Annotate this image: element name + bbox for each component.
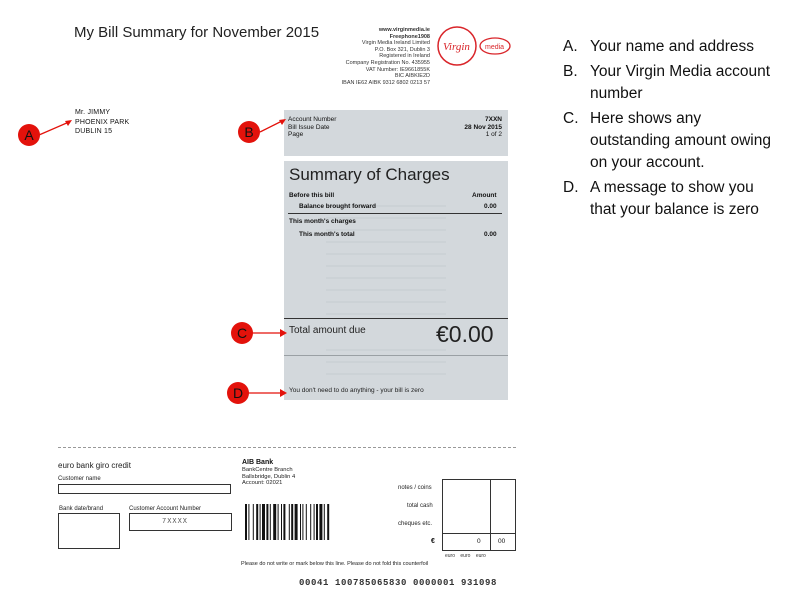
summary-title: Summary of Charges xyxy=(289,165,450,184)
badge-c: C xyxy=(231,322,253,344)
customer-name-field[interactable] xyxy=(58,484,231,494)
barcode-bar xyxy=(245,504,247,540)
bank-date-label: Bank date/brand xyxy=(59,506,104,512)
barcode-bar xyxy=(291,504,293,540)
legend-text: Here shows any outstanding amount owing on your account. xyxy=(590,110,771,171)
perforation-line xyxy=(58,447,516,448)
barcode-bar xyxy=(319,504,322,540)
legend-item-c xyxy=(563,108,783,174)
account-number-value: 7XXN xyxy=(485,116,502,123)
barcode-bar xyxy=(327,504,329,540)
company-line: Virgin Media Ireland Limited xyxy=(361,40,430,47)
company-line: BIC AIBKIE2D xyxy=(394,73,430,80)
bill-issue-date-label: Bill Issue Date xyxy=(288,123,330,131)
barcode-bar xyxy=(324,504,325,540)
total-amount-value: €0.00 xyxy=(436,321,494,347)
total-divider-bottom xyxy=(284,355,508,356)
barcode-bar xyxy=(253,504,254,540)
logo-brand-text: Virgin xyxy=(443,41,470,53)
legend-letter: D. xyxy=(563,179,579,196)
legend-text: Your name and address xyxy=(590,38,755,55)
badge-b: B xyxy=(238,121,260,143)
badge-d: D xyxy=(227,382,249,404)
barcode-bar xyxy=(300,504,301,540)
month-total-label: This month's total xyxy=(299,231,355,238)
month-total-value: 0.00 xyxy=(484,231,497,238)
balance-forward-value: 0.00 xyxy=(484,203,497,210)
barcode-bar xyxy=(266,504,268,540)
barcode-bar xyxy=(278,504,279,540)
panel-texture xyxy=(326,200,446,395)
arrow-c-icon xyxy=(252,327,288,339)
logo-sub-text: media xyxy=(485,44,505,51)
company-line: Freephone1908 xyxy=(389,33,430,40)
customer-name: Mr. JIMMY xyxy=(75,109,111,116)
legend-item-b xyxy=(563,61,783,105)
account-panel xyxy=(284,110,508,156)
barcode-bar xyxy=(260,504,261,540)
customer-account-label: Customer Account Number xyxy=(129,506,202,512)
virgin-media-logo xyxy=(433,24,511,68)
company-line: VAT Number: IE9661855K xyxy=(365,66,430,73)
page-label: Page xyxy=(288,131,304,138)
barcode-bar xyxy=(310,504,311,540)
customer-account-value: 7XXXX xyxy=(162,518,189,526)
account-number-label: Account Number xyxy=(288,116,337,123)
bank-address-line: Account: 02021 xyxy=(242,480,283,486)
euro-symbol: € xyxy=(431,538,435,545)
page-row xyxy=(288,131,508,139)
bank-date-field[interactable] xyxy=(58,513,120,549)
barcode-bar xyxy=(316,504,318,540)
legend-item-a xyxy=(563,36,783,58)
company-line: P.O. Box 321, Dublin 3 xyxy=(374,46,430,53)
account-number-row xyxy=(288,116,508,124)
micr-code: 00041 100785065830 0000001 931098 xyxy=(299,578,498,588)
customer-address-line1: PHOENIX PARK xyxy=(75,118,130,126)
bank-address-line: BankCentre Branch xyxy=(242,467,293,473)
barcode-bar xyxy=(302,504,303,540)
company-line: Company Registration No. 435955 xyxy=(345,59,430,66)
barcode-bar xyxy=(270,504,271,540)
customer-name-label: Customer name xyxy=(58,476,101,482)
bill-title: My Bill Summary for November 2015 xyxy=(74,24,320,41)
customer-address xyxy=(75,108,129,137)
amount-footer-label: euro xyxy=(460,553,471,559)
amount-grid[interactable] xyxy=(442,479,516,551)
legend-letter: A. xyxy=(563,38,578,55)
notes-coins-label: notes / coins xyxy=(398,485,432,491)
legend-letter: C. xyxy=(563,110,579,127)
giro-title: euro bank giro credit xyxy=(58,461,131,470)
barcode-bar xyxy=(306,504,307,540)
amount-footer xyxy=(445,553,486,559)
barcode-bar xyxy=(283,504,285,540)
balance-forward-label: Balance brought forward xyxy=(299,203,376,210)
legend-item-d xyxy=(563,177,783,221)
amount-footer-label: euro xyxy=(445,553,456,559)
company-line: IBAN IE62 AIBK 9312 6802 0213 57 xyxy=(341,79,430,86)
total-divider xyxy=(284,318,508,319)
arrow-a-icon xyxy=(38,118,74,138)
company-details xyxy=(312,27,430,86)
cheques-label: cheques etc. xyxy=(398,521,433,527)
amount-euro-value: 0 xyxy=(477,538,481,545)
barcode xyxy=(245,504,363,540)
badge-a: A xyxy=(18,124,40,146)
bill-issue-date-value: 28 Nov 2015 xyxy=(464,123,502,131)
company-line: www.virginmedia.ie xyxy=(378,27,430,33)
barcode-bar xyxy=(289,504,290,540)
customer-account-field xyxy=(129,513,232,531)
bill-issue-date-row xyxy=(288,124,508,132)
customer-address-line2: DUBLIN 15 xyxy=(75,128,113,135)
amount-footer-label: euro xyxy=(475,553,486,559)
month-charges-label: This month's charges xyxy=(289,218,356,225)
bank-address-line: Ballsbridge, Dublin 4 xyxy=(242,473,296,480)
barcode-bar xyxy=(262,504,265,540)
zero-balance-message: You don't need to do anything - your bill is zero xyxy=(289,387,424,394)
amount-cents-value: 00 xyxy=(498,538,506,545)
divider-1 xyxy=(288,213,502,214)
legend-text: Your Virgin Media account number xyxy=(590,63,771,102)
legend-letter: B. xyxy=(563,63,578,80)
barcode-bar xyxy=(273,504,276,540)
legend-list xyxy=(563,36,783,224)
bank-address xyxy=(242,467,295,487)
page-value: 1 of 2 xyxy=(485,131,502,138)
arrow-b-icon xyxy=(259,117,287,137)
giro-instruction: Please do not write or mark below this line. Please do not fold this counterfoil xyxy=(241,561,429,567)
bank-name: AIB Bank xyxy=(242,459,274,466)
amount-header: Amount xyxy=(472,192,497,199)
barcode-bar xyxy=(314,504,315,540)
barcode-bar xyxy=(281,504,282,540)
barcode-bar xyxy=(256,504,258,540)
legend-text: A message to show you that your balance is zero xyxy=(590,179,759,218)
arrow-d-icon xyxy=(248,387,288,399)
total-amount-label: Total amount due xyxy=(289,325,366,336)
company-line: Registered in Ireland xyxy=(379,53,430,60)
barcode-bar xyxy=(295,504,298,540)
barcode-bar xyxy=(248,504,249,540)
total-cash-label: total cash xyxy=(407,503,433,509)
before-bill-label: Before this bill xyxy=(289,192,335,199)
